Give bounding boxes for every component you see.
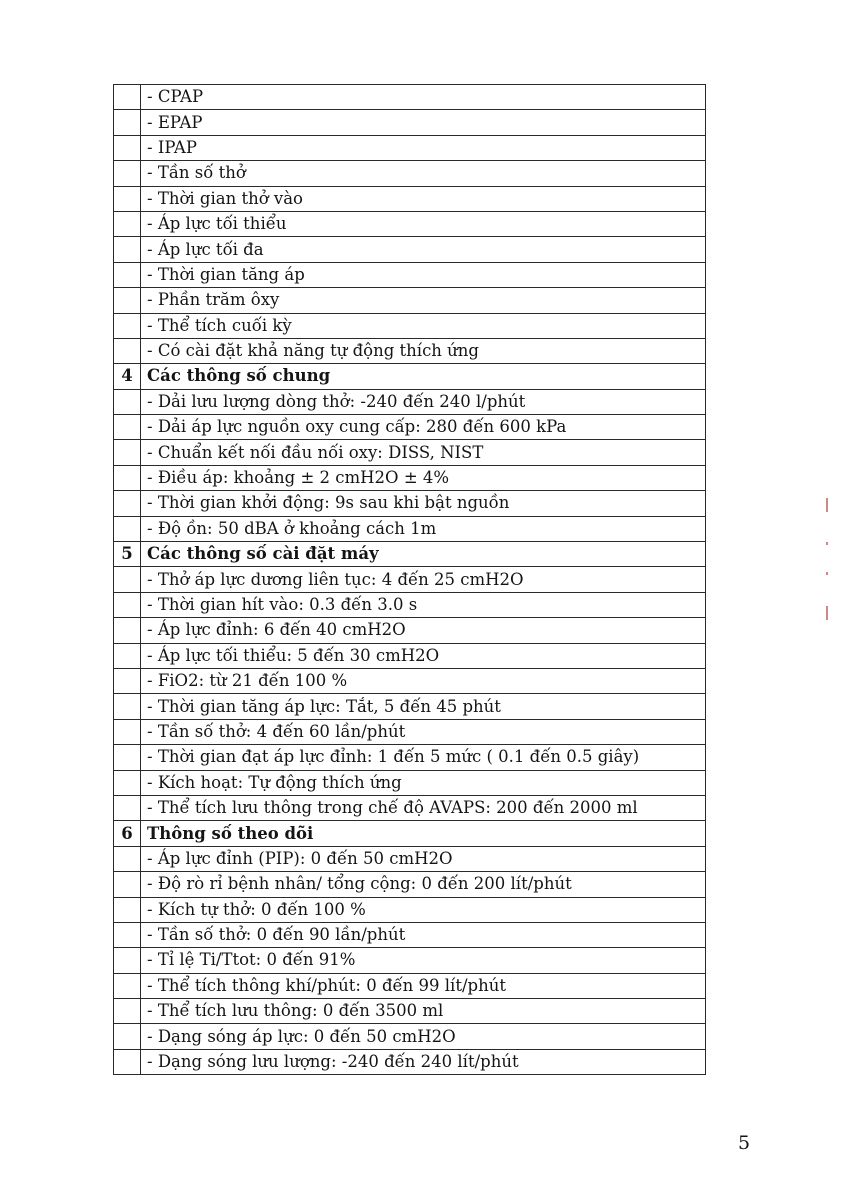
row-number-cell [114, 491, 141, 516]
table-row [114, 161, 706, 186]
spec-item-cell: - Áp lực tối thiểu: 5 đến 30 cmH2O [141, 643, 706, 668]
row-number-cell [114, 999, 141, 1024]
spec-item-cell: - Thở áp lực dương liên tục: 4 đến 25 cmH2O [141, 567, 706, 592]
table-row [114, 1049, 706, 1074]
section-header-row [114, 821, 706, 846]
spec-item-cell: - Độ ồn: 50 dBA ở khoảng cách 1m [141, 516, 706, 541]
table-row [114, 567, 706, 592]
spec-item-cell: - Chuẩn kết nối đầu nối oxy: DISS, NIST [141, 440, 706, 465]
table-row [114, 795, 706, 820]
spec-item-cell: - Thời gian thở vào [141, 186, 706, 211]
spec-item-cell: - Thời gian khởi động: 9s sau khi bật nguồn [141, 491, 706, 516]
table-row [114, 973, 706, 998]
row-number-cell [114, 922, 141, 947]
row-number-cell [114, 338, 141, 363]
table-row [114, 948, 706, 973]
table-row [114, 745, 706, 770]
spec-item-cell: - CPAP [141, 85, 706, 110]
row-number-cell [114, 186, 141, 211]
row-number-cell [114, 567, 141, 592]
spec-item-cell: - Kích tự thở: 0 đến 100 % [141, 897, 706, 922]
spec-item-cell: - Dạng sóng áp lực: 0 đến 50 cmH2O [141, 1024, 706, 1049]
row-number-cell [114, 745, 141, 770]
table-row [114, 872, 706, 897]
table-row [114, 135, 706, 160]
spec-item-cell: - Dải áp lực nguồn oxy cung cấp: 280 đến 600 kPa [141, 415, 706, 440]
spec-item-cell: - Tỉ lệ Ti/Ttot: 0 đến 91% [141, 948, 706, 973]
spec-item-cell: - Thể tích cuối kỳ [141, 313, 706, 338]
row-number-cell [114, 465, 141, 490]
table-row [114, 999, 706, 1024]
row-number-cell [114, 288, 141, 313]
table-row [114, 110, 706, 135]
row-number-cell [114, 694, 141, 719]
row-number-cell [114, 85, 141, 110]
spec-item-cell: - Độ rò rỉ bệnh nhân/ tổng cộng: 0 đến 200 lít/phút [141, 872, 706, 897]
table-row [114, 415, 706, 440]
row-number-cell [114, 262, 141, 287]
table-row [114, 897, 706, 922]
table-row [114, 389, 706, 414]
row-number-cell [114, 973, 141, 998]
spec-item-cell: - Áp lực đỉnh (PIP): 0 đến 50 cmH2O [141, 846, 706, 871]
row-number-cell: 5 [114, 542, 141, 567]
table-row [114, 922, 706, 947]
spec-item-cell: - Áp lực đỉnh: 6 đến 40 cmH2O [141, 618, 706, 643]
spec-item-cell: - Kích hoạt: Tự động thích ứng [141, 770, 706, 795]
row-number-cell [114, 1049, 141, 1074]
row-number-cell [114, 161, 141, 186]
table-row [114, 262, 706, 287]
table-row [114, 694, 706, 719]
row-number-cell [114, 211, 141, 236]
spec-item-cell: - Thời gian đạt áp lực đỉnh: 1 đến 5 mức ( 0.1 đến 0.5 giây) [141, 745, 706, 770]
table-row [114, 643, 706, 668]
row-number-cell [114, 948, 141, 973]
specification-table-body [114, 85, 706, 1075]
row-number-cell [114, 719, 141, 744]
table-row [114, 668, 706, 693]
row-number-cell [114, 516, 141, 541]
spec-item-cell: - Thể tích lưu thông: 0 đến 3500 ml [141, 999, 706, 1024]
row-number-cell [114, 313, 141, 338]
table-row [114, 770, 706, 795]
section-header-row [114, 542, 706, 567]
specification-table [113, 84, 706, 1075]
spec-item-cell: - Thời gian tăng áp [141, 262, 706, 287]
spec-item-cell: - Tần số thở: 4 đến 60 lần/phút [141, 719, 706, 744]
spec-item-cell: - Tần số thở: 0 đến 90 lần/phút [141, 922, 706, 947]
spec-item-cell: - FiO2: từ 21 đến 100 % [141, 668, 706, 693]
page-number: 5 [738, 1132, 751, 1154]
table-row [114, 313, 706, 338]
row-number-cell [114, 872, 141, 897]
spec-item-cell: - Thời gian tăng áp lực: Tắt, 5 đến 45 phút [141, 694, 706, 719]
table-row [114, 186, 706, 211]
row-number-cell [114, 770, 141, 795]
spec-item-cell: - IPAP [141, 135, 706, 160]
section-header-row [114, 364, 706, 389]
row-number-cell [114, 795, 141, 820]
section-title-cell: Các thông số cài đặt máy [141, 542, 706, 567]
spec-item-cell: - Tần số thở [141, 161, 706, 186]
row-number-cell [114, 110, 141, 135]
spec-item-cell: - Điều áp: khoảng ± 2 cmH2O ± 4% [141, 465, 706, 490]
spec-item-cell: - Dải lưu lượng dòng thở: -240 đến 240 l/phút [141, 389, 706, 414]
table-row [114, 618, 706, 643]
table-row [114, 338, 706, 363]
row-number-cell [114, 135, 141, 160]
table-row [114, 491, 706, 516]
spec-item-cell: - Thể tích thông khí/phút: 0 đến 99 lít/phút [141, 973, 706, 998]
row-number-cell [114, 389, 141, 414]
table-row [114, 516, 706, 541]
table-row [114, 719, 706, 744]
spec-item-cell: - Thể tích lưu thông trong chế độ AVAPS: 200 đến 2000 ml [141, 795, 706, 820]
spec-item-cell: - Áp lực tối đa [141, 237, 706, 262]
table-row [114, 211, 706, 236]
row-number-cell [114, 237, 141, 262]
table-row [114, 1024, 706, 1049]
row-number-cell [114, 1024, 141, 1049]
table-row [114, 288, 706, 313]
row-number-cell [114, 668, 141, 693]
table-row [114, 85, 706, 110]
spec-item-cell: - Thời gian hít vào: 0.3 đến 3.0 s [141, 592, 706, 617]
table-row [114, 440, 706, 465]
row-number-cell [114, 897, 141, 922]
section-title-cell: Các thông số chung [141, 364, 706, 389]
row-number-cell [114, 415, 141, 440]
spec-item-cell: - Dạng sóng lưu lượng: -240 đến 240 lít/phút [141, 1049, 706, 1074]
row-number-cell [114, 846, 141, 871]
spec-item-cell: - EPAP [141, 110, 706, 135]
row-number-cell [114, 440, 141, 465]
table-row [114, 592, 706, 617]
row-number-cell [114, 643, 141, 668]
spec-item-cell: - Có cài đặt khả năng tự động thích ứng [141, 338, 706, 363]
row-number-cell [114, 592, 141, 617]
row-number-cell: 6 [114, 821, 141, 846]
table-row [114, 237, 706, 262]
spec-item-cell: - Phần trăm ôxy [141, 288, 706, 313]
spec-item-cell: - Áp lực tối thiểu [141, 211, 706, 236]
section-title-cell: Thông số theo dõi [141, 821, 706, 846]
row-number-cell: 4 [114, 364, 141, 389]
row-number-cell [114, 618, 141, 643]
table-row [114, 465, 706, 490]
table-row [114, 846, 706, 871]
